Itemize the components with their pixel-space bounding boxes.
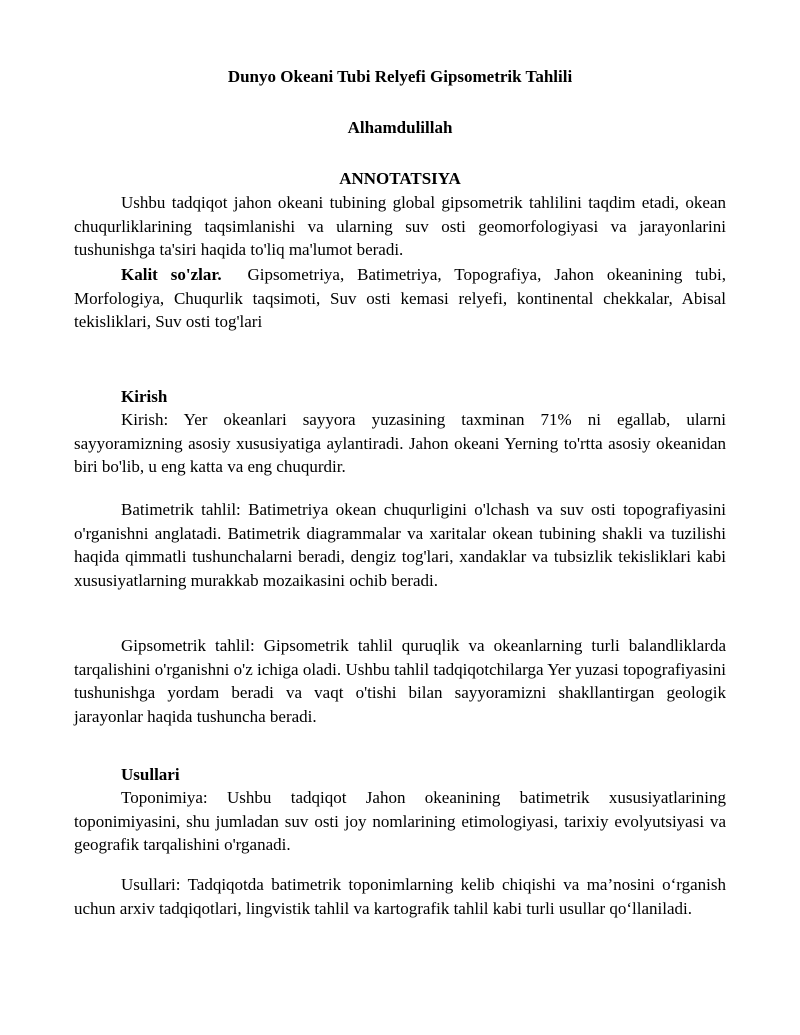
document-title: Dunyo Okeani Tubi Relyefi Gipsometrik Tahlili [227, 67, 573, 86]
section-heading-usullari: Usullari [121, 765, 180, 784]
abstract-paragraph: Ushbu tadqiqot jahon okeani tubining global gipsometrik tahlilini taqdim etadi, okean chuqurliklarining taqsimlanishi va ularning suv osti geomorfologiyasi va jarayonlarini tushunishga ta'siri haqida to'liq ma'lumot beradi. [74, 193, 726, 259]
usullari-paragraph-usullari: Usullari: Tadqiqotda batimetrik toponimlarning kelib chiqishi va ma’nosini o‘rganish uchun arxiv tadqiqotlari, lingvistik tahlil va kartografik tahlil kabi turli usullar qo‘llaniladi. [74, 875, 726, 918]
kirish-paragraph-intro: Kirish: Yer okeanlari sayyora yuzasining taxminan 71% ni egallab, ularni sayyoramizning asosiy xususiyatiga aylantiradi. Jahon okeani Yerning to'rtta asosiy okeanidan biri bo'lib, u eng katta va eng chuqurdir. [74, 410, 726, 476]
usullari-paragraph-toponimiya: Toponimiya: Ushbu tadqiqot Jahon okeanining batimetrik xususiyatlarining toponimiyasini, shu jumladan suv osti joy nomlarining etimologiyasi, tarixiy evolyutsiyasi va geografik tarqalishini o'rganadi. [74, 788, 726, 854]
abstract-heading: ANNOTATSIYA [339, 169, 461, 188]
kirish-paragraph-gipsometrik: Gipsometrik tahlil: Gipsometrik tahlil quruqlik va okeanlarning turli balandliklarda tarqalishini o'rganishni o'z ichiga oladi. Ushbu tahlil tadqiqotchilarga Yer yuzasi topografiyasini tushunishga yordam beradi va vaqt o'tishi bilan sayyoramizni shakllantirgan geologik jarayonlar haqida tushuncha beradi. [74, 636, 726, 726]
keywords-list: Gipsometriya, Batimetriya, Topografiya, Jahon okeanining tubi, Morfologiya, Chuqurlik taqsimoti, Suv osti kemasi relyefi, kontinental chekkalar, Abisal tekisliklari, Suv osti tog'lari [74, 265, 726, 331]
kirish-paragraph-batimetrik: Batimetrik tahlil: Batimetriya okean chuqurligini o'lchash va suv osti topografiyasini o'rganishni anglatadi. Batimetrik diagrammalar va xaritalar okean tubining shakli va tuzilishi haqida qimmatli tushunchalarni beradi, dengiz tog'lari, xandaklar va tubsizlik tekisliklari kabi xususiyatlarning murakkab mozaikasini ochib beradi. [74, 500, 726, 590]
section-heading-kirish: Kirish [121, 387, 168, 406]
keywords-paragraph [74, 263, 726, 334]
author-line: Alhamdulillah [347, 118, 453, 137]
keywords-label: Kalit so'zlar. [121, 265, 222, 284]
